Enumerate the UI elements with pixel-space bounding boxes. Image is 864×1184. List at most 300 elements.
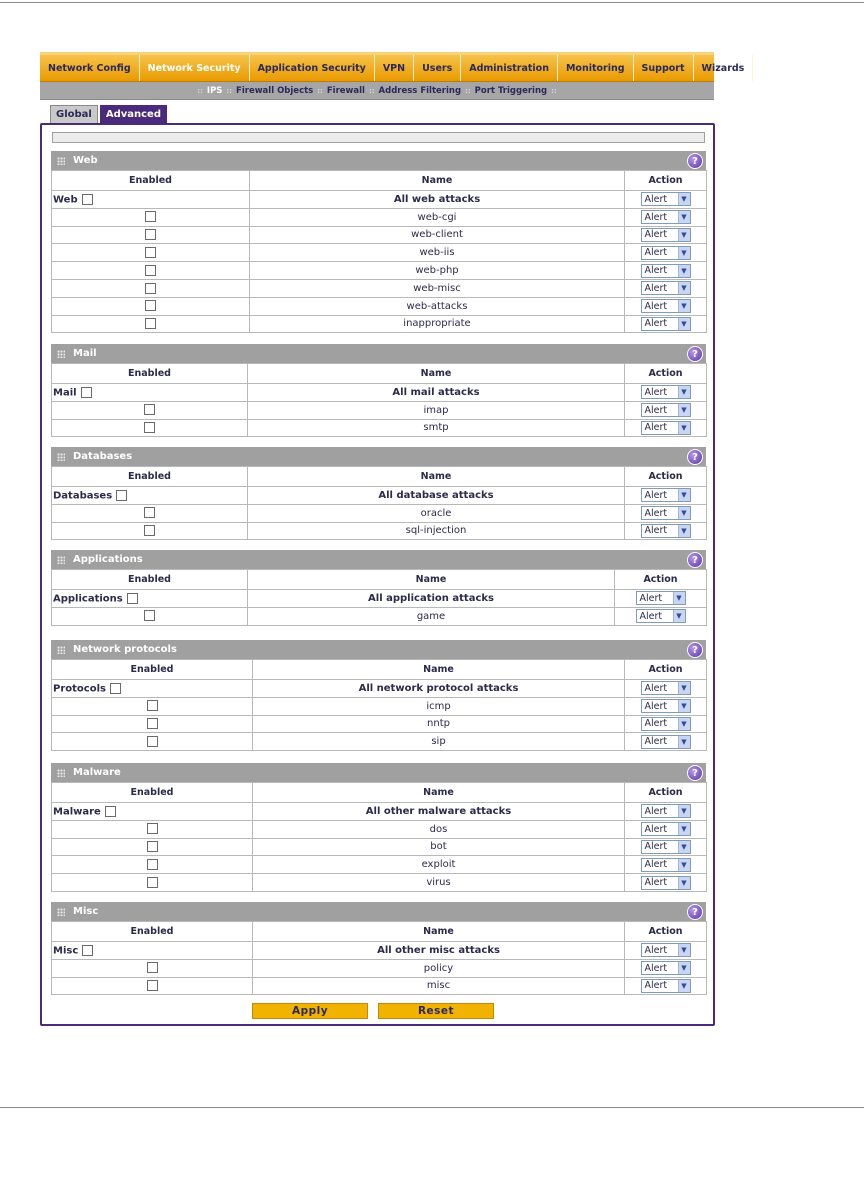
rule-name: All web attacks — [250, 191, 625, 209]
action-value: Alert — [644, 247, 668, 259]
section-header — [51, 763, 706, 782]
rule-checkbox[interactable] — [147, 823, 158, 834]
grip-icon — [57, 646, 65, 654]
grip-icon — [57, 157, 65, 165]
chevron-down-icon: ▼ — [678, 718, 690, 730]
rule-name: imap — [248, 401, 625, 419]
table-header-row — [52, 467, 707, 487]
chevron-down-icon: ▼ — [678, 300, 690, 312]
action-select[interactable] — [636, 591, 686, 605]
action-select[interactable] — [641, 858, 691, 872]
rule-checkbox[interactable] — [144, 610, 155, 621]
rule-name: web-iis — [250, 244, 625, 262]
action-cell — [625, 401, 707, 419]
group-label: Web — [53, 194, 78, 206]
grip-icon — [57, 453, 65, 461]
separator-icon: :: — [317, 86, 323, 95]
apply-button[interactable]: Apply — [252, 1003, 368, 1019]
group-cell — [52, 487, 248, 505]
action-value: Alert — [644, 736, 668, 748]
action-select[interactable] — [641, 979, 691, 993]
table-row — [52, 874, 707, 892]
action-select[interactable] — [641, 281, 691, 295]
chevron-down-icon: ▼ — [678, 736, 690, 748]
action-value: Alert — [644, 841, 668, 853]
rule-checkbox[interactable] — [147, 841, 158, 852]
column-header-enabled: Enabled — [52, 171, 250, 191]
column-header-enabled: Enabled — [52, 660, 253, 680]
column-header-action: Action — [625, 364, 707, 384]
rule-checkbox[interactable] — [145, 318, 156, 329]
enabled-cell — [52, 279, 250, 297]
action-cell — [625, 874, 707, 892]
chevron-down-icon: ▼ — [673, 592, 685, 604]
subnav-port-triggering[interactable]: Port Triggering — [474, 85, 548, 96]
rules-table — [51, 170, 707, 333]
table-row — [52, 680, 707, 698]
action-cell — [625, 522, 707, 540]
rule-name: bot — [253, 838, 625, 856]
action-select[interactable] — [641, 840, 691, 854]
column-header-action: Action — [625, 171, 707, 191]
action-cell — [625, 838, 707, 856]
action-select[interactable] — [641, 804, 691, 818]
rule-name: oracle — [248, 504, 625, 522]
enabled-cell — [52, 315, 250, 333]
action-select[interactable] — [641, 385, 691, 399]
chevron-down-icon: ▼ — [678, 944, 690, 956]
tab-advanced[interactable]: Advanced — [100, 105, 167, 123]
nav-support[interactable]: Support — [634, 55, 694, 81]
group-checkbox[interactable] — [105, 806, 116, 817]
action-value: Alert — [644, 386, 668, 398]
action-value: Alert — [644, 193, 668, 205]
rule-name: inappropriate — [250, 315, 625, 333]
action-value: Alert — [644, 489, 668, 501]
rule-checkbox[interactable] — [145, 229, 156, 240]
rule-checkbox[interactable] — [145, 283, 156, 294]
table-header-row — [52, 364, 707, 384]
table-header-row — [52, 922, 707, 942]
action-value: Alert — [644, 265, 668, 277]
action-select[interactable] — [641, 317, 691, 331]
rule-name: icmp — [253, 697, 625, 715]
action-select[interactable] — [641, 192, 691, 206]
rule-checkbox[interactable] — [147, 877, 158, 888]
chevron-down-icon: ▼ — [678, 700, 690, 712]
group-label: Protocols — [53, 683, 106, 695]
help-icon[interactable]: ? — [687, 346, 703, 362]
chevron-down-icon: ▼ — [678, 193, 690, 205]
action-value: Alert — [644, 944, 668, 956]
column-header-name: Name — [253, 783, 625, 803]
rule-name: smtp — [248, 419, 625, 437]
action-select[interactable] — [641, 699, 691, 713]
section-title: Malware — [73, 767, 121, 778]
enabled-cell — [52, 208, 250, 226]
action-value: Alert — [644, 682, 668, 694]
group-checkbox[interactable] — [82, 194, 93, 205]
action-select[interactable] — [636, 609, 686, 623]
rule-name: dos — [253, 820, 625, 838]
rule-checkbox[interactable] — [144, 422, 155, 433]
group-checkbox[interactable] — [127, 593, 138, 604]
action-select[interactable] — [641, 246, 691, 260]
enabled-cell — [52, 607, 248, 625]
rule-checkbox[interactable] — [145, 265, 156, 276]
section-header — [51, 447, 706, 466]
grip-icon — [57, 769, 65, 777]
rule-name: game — [248, 607, 615, 625]
group-cell — [52, 384, 248, 402]
table-row — [52, 315, 707, 333]
rule-name: misc — [253, 977, 625, 995]
table-row — [52, 733, 707, 751]
section-header — [51, 902, 706, 921]
action-cell — [625, 733, 707, 751]
action-cell — [625, 977, 707, 995]
section-title: Databases — [73, 451, 133, 462]
enabled-cell — [52, 820, 253, 838]
rules-table — [51, 466, 707, 540]
rule-name: web-client — [250, 226, 625, 244]
action-value: Alert — [644, 823, 668, 835]
rule-name: web-attacks — [250, 297, 625, 315]
action-cell — [625, 208, 707, 226]
enabled-cell — [52, 297, 250, 315]
page-bottom-rule — [0, 1107, 864, 1108]
table-row — [52, 487, 707, 505]
table-row — [52, 279, 707, 297]
table-row — [52, 607, 707, 625]
table-row — [52, 504, 707, 522]
rule-name: All other misc attacks — [253, 942, 625, 960]
column-header-action: Action — [625, 922, 707, 942]
tab-global[interactable]: Global — [50, 105, 98, 123]
action-value: Alert — [644, 507, 668, 519]
section-title: Web — [73, 155, 98, 166]
chevron-down-icon: ▼ — [678, 877, 690, 889]
chevron-down-icon: ▼ — [678, 229, 690, 241]
table-row — [52, 942, 707, 960]
column-header-action: Action — [615, 570, 707, 590]
action-value: Alert — [644, 805, 668, 817]
action-value: Alert — [639, 610, 663, 622]
rule-checkbox[interactable] — [144, 404, 155, 415]
group-cell — [52, 942, 253, 960]
rule-name: nntp — [253, 715, 625, 733]
column-header-action: Action — [625, 783, 707, 803]
grip-icon — [57, 556, 65, 564]
chevron-down-icon: ▼ — [673, 610, 685, 622]
nav-application-security[interactable]: Application Security — [250, 55, 375, 81]
nav-vpn[interactable]: VPN — [375, 55, 414, 81]
action-select[interactable] — [641, 943, 691, 957]
chevron-down-icon: ▼ — [678, 422, 690, 434]
grip-icon — [57, 350, 65, 358]
table-header-row — [52, 783, 707, 803]
chevron-down-icon: ▼ — [678, 841, 690, 853]
action-cell — [625, 244, 707, 262]
separator-icon: :: — [465, 86, 471, 95]
section-header — [51, 640, 706, 659]
column-header-enabled: Enabled — [52, 922, 253, 942]
table-row — [52, 838, 707, 856]
section-misc — [51, 902, 706, 995]
section-databases — [51, 447, 706, 540]
table-header-row — [52, 660, 707, 680]
enabled-cell — [52, 226, 250, 244]
rules-table — [51, 659, 707, 751]
group-checkbox[interactable] — [116, 490, 127, 501]
subnav-firewall-objects[interactable]: Firewall Objects — [236, 85, 314, 96]
nav-users[interactable]: Users — [414, 55, 461, 81]
chevron-down-icon: ▼ — [678, 282, 690, 294]
column-header-name: Name — [253, 922, 625, 942]
group-label: Malware — [53, 806, 101, 818]
action-select[interactable] — [641, 421, 691, 435]
table-row — [52, 262, 707, 280]
enabled-cell — [52, 715, 253, 733]
enabled-cell — [52, 401, 248, 419]
table-row — [52, 522, 707, 540]
chevron-down-icon: ▼ — [678, 265, 690, 277]
rule-name: sip — [253, 733, 625, 751]
action-select[interactable] — [641, 264, 691, 278]
action-cell — [615, 590, 707, 608]
action-value: Alert — [644, 229, 668, 241]
separator-icon: :: — [368, 86, 375, 95]
group-cell — [52, 680, 253, 698]
action-select[interactable] — [641, 299, 691, 313]
column-header-name: Name — [248, 467, 625, 487]
rule-checkbox[interactable] — [144, 507, 155, 518]
section-title: Mail — [73, 348, 97, 359]
chevron-down-icon: ▼ — [678, 859, 690, 871]
table-row — [52, 697, 707, 715]
action-cell — [625, 959, 707, 977]
action-value: Alert — [644, 211, 668, 223]
enabled-cell — [52, 874, 253, 892]
enabled-cell — [52, 697, 253, 715]
nav-network-config[interactable]: Network Config — [40, 55, 140, 81]
column-header-enabled: Enabled — [52, 570, 248, 590]
group-label: Databases — [53, 490, 113, 502]
action-select[interactable] — [641, 961, 691, 975]
help-icon[interactable]: ? — [687, 765, 703, 781]
rule-name: All other malware attacks — [253, 803, 625, 821]
rule-checkbox[interactable] — [147, 736, 158, 747]
help-icon[interactable]: ? — [687, 642, 703, 658]
action-select[interactable] — [641, 210, 691, 224]
table-header-row — [52, 171, 707, 191]
chevron-down-icon: ▼ — [678, 823, 690, 835]
help-icon[interactable]: ? — [687, 904, 703, 920]
chevron-down-icon: ▼ — [678, 682, 690, 694]
chevron-down-icon: ▼ — [678, 386, 690, 398]
rule-name: All network protocol attacks — [253, 680, 625, 698]
action-cell — [625, 803, 707, 821]
chevron-down-icon: ▼ — [678, 404, 690, 416]
rule-name: All mail attacks — [248, 384, 625, 402]
rule-checkbox[interactable] — [147, 980, 158, 991]
action-select[interactable] — [641, 403, 691, 417]
section-malware — [51, 763, 706, 892]
rule-checkbox[interactable] — [144, 525, 155, 536]
nav-network-security[interactable]: Network Security — [140, 55, 250, 81]
rule-name: web-cgi — [250, 208, 625, 226]
table-row — [52, 226, 707, 244]
enabled-cell — [52, 419, 248, 437]
rule-checkbox[interactable] — [145, 247, 156, 258]
action-select[interactable] — [641, 228, 691, 242]
action-cell — [625, 262, 707, 280]
chevron-down-icon: ▼ — [678, 318, 690, 330]
group-checkbox[interactable] — [110, 683, 121, 694]
action-value: Alert — [644, 700, 668, 712]
rule-name: exploit — [253, 856, 625, 874]
action-select[interactable] — [641, 735, 691, 749]
section-header — [51, 344, 706, 363]
action-select[interactable] — [641, 717, 691, 731]
action-value: Alert — [644, 282, 668, 294]
action-select[interactable] — [641, 506, 691, 520]
table-row — [52, 419, 707, 437]
group-cell — [52, 590, 248, 608]
group-label: Mail — [53, 387, 77, 399]
action-cell — [625, 942, 707, 960]
chevron-down-icon: ▼ — [678, 247, 690, 259]
rule-checkbox[interactable] — [145, 300, 156, 311]
section-applications — [51, 550, 706, 626]
enabled-cell — [52, 504, 248, 522]
page-top-rule — [0, 2, 864, 3]
enabled-cell — [52, 733, 253, 751]
table-row — [52, 820, 707, 838]
action-value: Alert — [644, 962, 668, 974]
group-checkbox[interactable] — [81, 387, 92, 398]
table-row — [52, 977, 707, 995]
help-icon[interactable]: ? — [687, 153, 703, 169]
table-row — [52, 244, 707, 262]
table-header-row — [52, 570, 707, 590]
group-label: Applications — [53, 593, 123, 605]
action-value: Alert — [644, 718, 668, 730]
chevron-down-icon: ▼ — [678, 489, 690, 501]
action-value: Alert — [644, 859, 668, 871]
rule-name: All database attacks — [248, 487, 625, 505]
section-web — [51, 151, 706, 333]
separator-icon: :: — [226, 86, 233, 95]
section-network-protocols — [51, 640, 706, 751]
enabled-cell — [52, 244, 250, 262]
subnav-ips[interactable]: IPS — [206, 85, 223, 96]
rules-table — [51, 363, 707, 437]
rule-checkbox[interactable] — [145, 211, 156, 222]
action-value: Alert — [644, 300, 668, 312]
enabled-cell — [52, 856, 253, 874]
rule-checkbox[interactable] — [147, 859, 158, 870]
action-cell — [625, 384, 707, 402]
column-header-enabled: Enabled — [52, 467, 248, 487]
rules-table — [51, 782, 707, 892]
column-header-enabled: Enabled — [52, 783, 253, 803]
action-cell — [625, 680, 707, 698]
sub-navigation — [40, 82, 714, 100]
rule-checkbox[interactable] — [147, 700, 158, 711]
rule-checkbox[interactable] — [147, 962, 158, 973]
action-select[interactable] — [641, 681, 691, 695]
rules-table — [51, 569, 707, 626]
rule-name: sql-injection — [248, 522, 625, 540]
content-frame — [40, 123, 715, 1026]
action-cell — [615, 607, 707, 625]
action-cell — [625, 715, 707, 733]
table-row — [52, 959, 707, 977]
action-cell — [625, 315, 707, 333]
top-navigation — [40, 52, 745, 82]
column-header-name: Name — [248, 364, 625, 384]
action-cell — [625, 697, 707, 715]
chevron-down-icon: ▼ — [678, 805, 690, 817]
column-header-name: Name — [250, 171, 625, 191]
nav-wizards[interactable]: Wizards — [694, 55, 754, 81]
rule-name: virus — [253, 874, 625, 892]
enabled-cell — [52, 977, 253, 995]
action-select[interactable] — [641, 822, 691, 836]
action-value: Alert — [644, 877, 668, 889]
reset-button[interactable]: Reset — [378, 1003, 494, 1019]
rules-table — [51, 921, 707, 995]
help-icon[interactable]: ? — [687, 552, 703, 568]
table-row — [52, 803, 707, 821]
column-header-name: Name — [248, 570, 615, 590]
nav-administration[interactable]: Administration — [461, 55, 558, 81]
column-header-enabled: Enabled — [52, 364, 248, 384]
table-row — [52, 401, 707, 419]
section-header — [51, 151, 706, 170]
enabled-cell — [52, 522, 248, 540]
table-row — [52, 297, 707, 315]
group-checkbox[interactable] — [82, 945, 93, 956]
chevron-down-icon: ▼ — [678, 525, 690, 537]
action-value: Alert — [644, 318, 668, 330]
chevron-down-icon: ▼ — [678, 507, 690, 519]
rule-checkbox[interactable] — [147, 718, 158, 729]
subnav-firewall[interactable]: Firewall — [326, 85, 365, 96]
rule-name: policy — [253, 959, 625, 977]
action-select[interactable] — [641, 876, 691, 890]
enabled-cell — [52, 262, 250, 280]
table-row — [52, 384, 707, 402]
enabled-cell — [52, 959, 253, 977]
nav-monitoring[interactable]: Monitoring — [558, 55, 634, 81]
table-row — [52, 856, 707, 874]
action-select[interactable] — [641, 524, 691, 538]
column-header-action: Action — [625, 660, 707, 680]
action-value: Alert — [639, 592, 663, 604]
action-cell — [625, 856, 707, 874]
action-cell — [625, 297, 707, 315]
action-cell — [625, 419, 707, 437]
table-row — [52, 191, 707, 209]
chevron-down-icon: ▼ — [678, 211, 690, 223]
help-icon[interactable]: ? — [687, 449, 703, 465]
subnav-address-filtering[interactable]: Address Filtering — [378, 85, 462, 96]
section-title: Network protocols — [73, 644, 177, 655]
separator-icon: :: — [551, 86, 557, 95]
action-select[interactable] — [641, 488, 691, 502]
